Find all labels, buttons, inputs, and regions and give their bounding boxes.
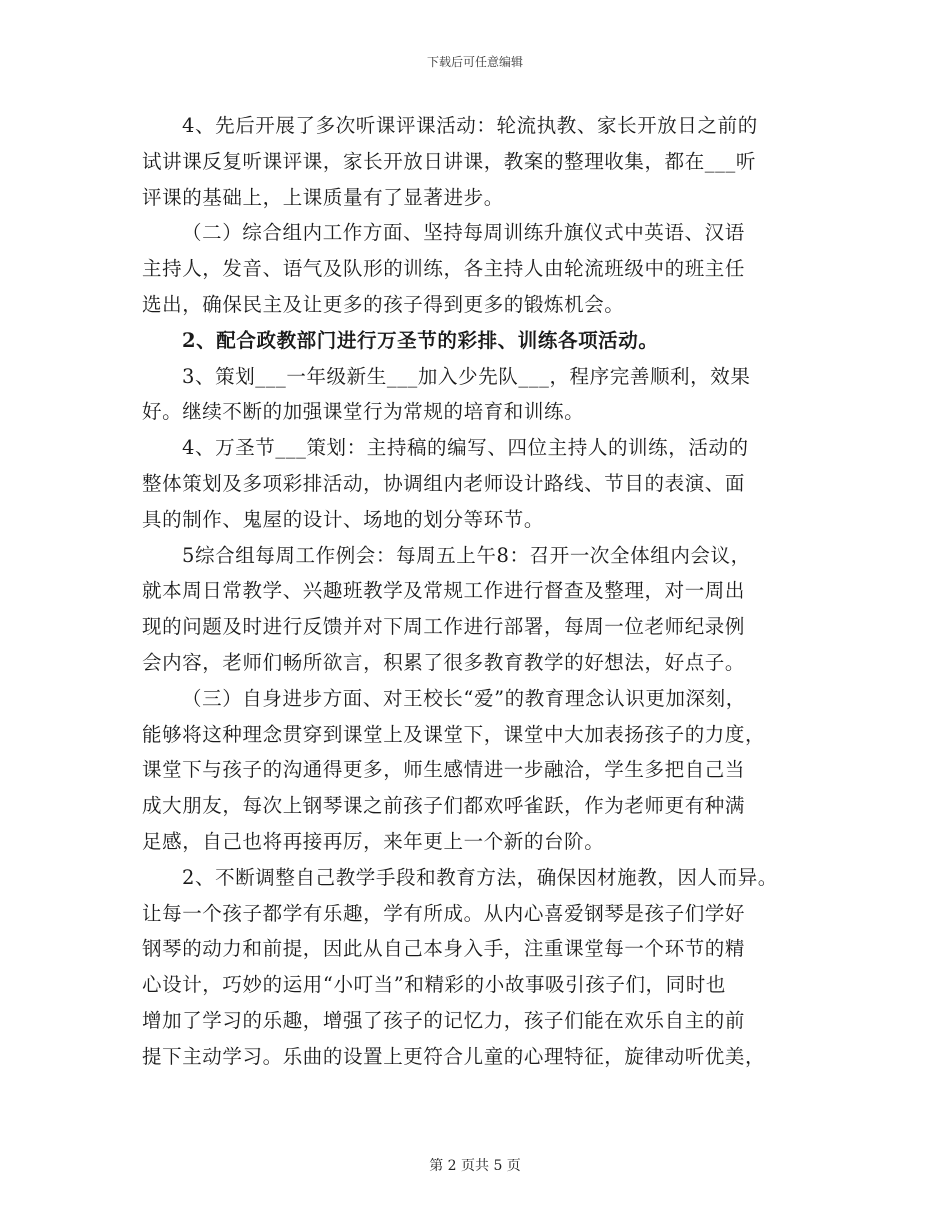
- document-body: [142, 108, 822, 1075]
- paragraph-4: [142, 359, 822, 431]
- text-line: 主持人，发音、语气及队形的训练，各主持人由轮流班级中的班主任: [142, 257, 746, 281]
- text-line: 钢琴的动力和前提，因此从自己本身入手，注重课堂每一个环节的精: [142, 937, 746, 961]
- text-line: 会内容，老师们畅所欲言，积累了很多教育教学的好想法，好点子。: [142, 650, 746, 674]
- text-line: 能够将这种理念贯穿到课堂上及课堂下，课堂中大加表扬孩子的力度，: [142, 722, 766, 746]
- text-line: 4、先后开展了多次听课评课活动：轮流执教、家长开放日之前的: [182, 114, 758, 137]
- paragraph-1: [142, 108, 822, 215]
- text-line: 心设计，巧妙的运用“小叮当”和精彩的小故事吸引孩子们，同时也: [142, 973, 726, 997]
- text-line: 让每一个孩子都学有乐趣，学有所成。从内心喜爱钢琴是孩子们学好: [142, 901, 746, 925]
- paragraph-6: [142, 538, 822, 681]
- paragraph-5: [142, 430, 822, 537]
- text-line: 现的问题及时进行反馈并对下周工作进行部署，每周一位老师纪录例: [142, 615, 746, 639]
- text-line: 评课的基础上，上课质量有了显著进步。: [142, 185, 504, 209]
- text-line: 好。继续不断的加强课堂行为常规的培育和训练。: [142, 400, 585, 424]
- text-line: 整体策划及多项彩排活动，协调组内老师设计路线、节目的表演、面: [142, 471, 746, 495]
- text-line: 就本周日常教学、兴趣班教学及常规工作进行督查及整理，对一周出: [142, 579, 746, 603]
- text-line: 提下主动学习。乐曲的设置上更符合儿童的心理特征，旋律动听优美，: [142, 1044, 766, 1068]
- page-footer: 第 2 页共 5 页: [429, 1158, 521, 1174]
- paragraph-7: [142, 681, 822, 860]
- text-line: 3、策划___一年级新生___加入少先队___，程序完善顺利，效果: [182, 364, 751, 388]
- text-line: 2、配合政教部门进行万圣节的彩排、训练各项活动。: [182, 328, 659, 352]
- text-line: 选出，确保民主及让更多的孩子得到更多的锻炼机会。: [142, 292, 625, 316]
- text-line: 具的制作、鬼屋的设计、场地的划分等环节。: [142, 507, 545, 531]
- text-line: 4、万圣节___策划：主持稿的编写、四位主持人的训练，活动的: [182, 436, 749, 460]
- text-line: 课堂下与孩子的沟通得更多，师生感情进一步融洽，学生多把自己当: [142, 758, 746, 782]
- text-line: 试讲课反复听课评课，家长开放日讲课，教案的整理收集，都在___听: [142, 149, 756, 173]
- text-line: 5综合组每周工作例会：每周五上午8：召开一次全体组内会议，: [182, 543, 751, 567]
- text-line: 足感，自己也将再接再厉，来年更上一个新的台阶。: [142, 829, 605, 853]
- text-line: 增加了学习的乐趣，增强了孩子的记忆力，孩子们能在欢乐自主的前: [142, 1008, 746, 1032]
- paragraph-3-heading: [142, 323, 822, 359]
- text-line: （二）综合组内工作方面、坚持每周训练升旗仪式中英语、汉语: [182, 221, 745, 245]
- paragraph-8: [142, 860, 822, 1075]
- paragraph-2: [142, 215, 822, 322]
- page-header: 下载后可任意编辑: [426, 55, 523, 69]
- text-line: 成大朋友，每次上钢琴课之前孩子们都欢呼雀跃，作为老师更有种满: [142, 794, 746, 818]
- text-line: （三）自身进步方面、对王校长“爱”的教育理念认识更加深刻，: [182, 686, 746, 710]
- text-line: 2、不断调整自己教学手段和教育方法，确保因材施教，因人而异。: [182, 865, 778, 889]
